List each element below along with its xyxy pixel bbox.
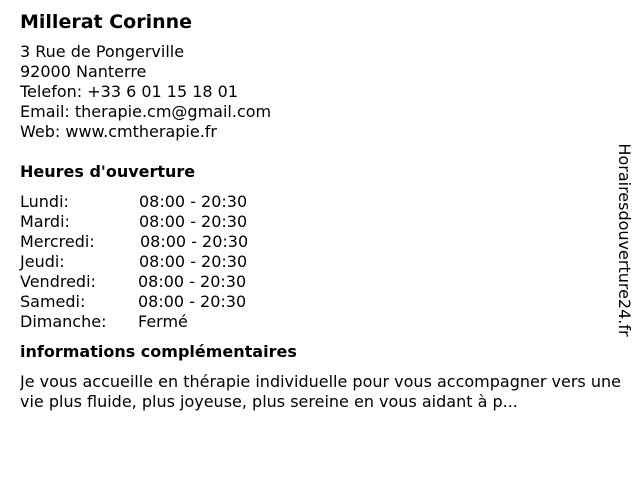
hours-time: 08:00 - 20:30 [140, 232, 249, 251]
business-name: Millerat Corinne [20, 11, 193, 33]
phone-number: Telefon: +33 6 01 15 18 01 [20, 82, 239, 101]
opening-hours-heading: Heures d'ouverture [20, 162, 196, 181]
hours-day: Mercredi: [20, 232, 95, 251]
hours-time: 08:00 - 20:30 [139, 252, 248, 271]
hours-row-wednesday [20, 232, 610, 252]
hours-row-sunday [20, 312, 610, 332]
opening-hours-table [20, 192, 610, 332]
hours-row-tuesday [20, 212, 610, 232]
hours-day: Vendredi: [20, 272, 96, 291]
hours-row-saturday [20, 292, 610, 312]
hours-time: 08:00 - 20:30 [138, 272, 247, 291]
postal-city: 92000 Nanterre [20, 62, 147, 81]
email-address: Email: therapie.cm@gmail.com [20, 102, 272, 121]
hours-time: Fermé [138, 312, 188, 331]
additional-info-heading: informations complémentaires [20, 342, 297, 361]
hours-day: Dimanche: [20, 312, 107, 331]
hours-time: 08:00 - 20:30 [139, 212, 248, 231]
hours-row-thursday [20, 252, 610, 272]
contact-block [20, 42, 610, 142]
hours-row-friday [20, 272, 610, 292]
hours-day: Mardi: [20, 212, 70, 231]
hours-time: 08:00 - 20:30 [138, 292, 247, 311]
site-watermark: Horairesdouverture24.fr [615, 143, 634, 337]
website: Web: www.cmtherapie.fr [20, 122, 217, 141]
hours-time: 08:00 - 20:30 [139, 192, 248, 211]
hours-row-monday [20, 192, 610, 212]
street-address: 3 Rue de Pongerville [20, 42, 185, 61]
hours-day: Lundi: [20, 192, 69, 211]
hours-day: Jeudi: [20, 252, 65, 271]
business-details [20, 10, 621, 412]
hours-day: Samedi: [20, 292, 86, 311]
additional-info-text: Je vous accueille en thérapie individuelle pour vous accompagner vers une vie plus fluide, plus joyeuse, plus sereine en vous aidant à p... [20, 372, 621, 411]
